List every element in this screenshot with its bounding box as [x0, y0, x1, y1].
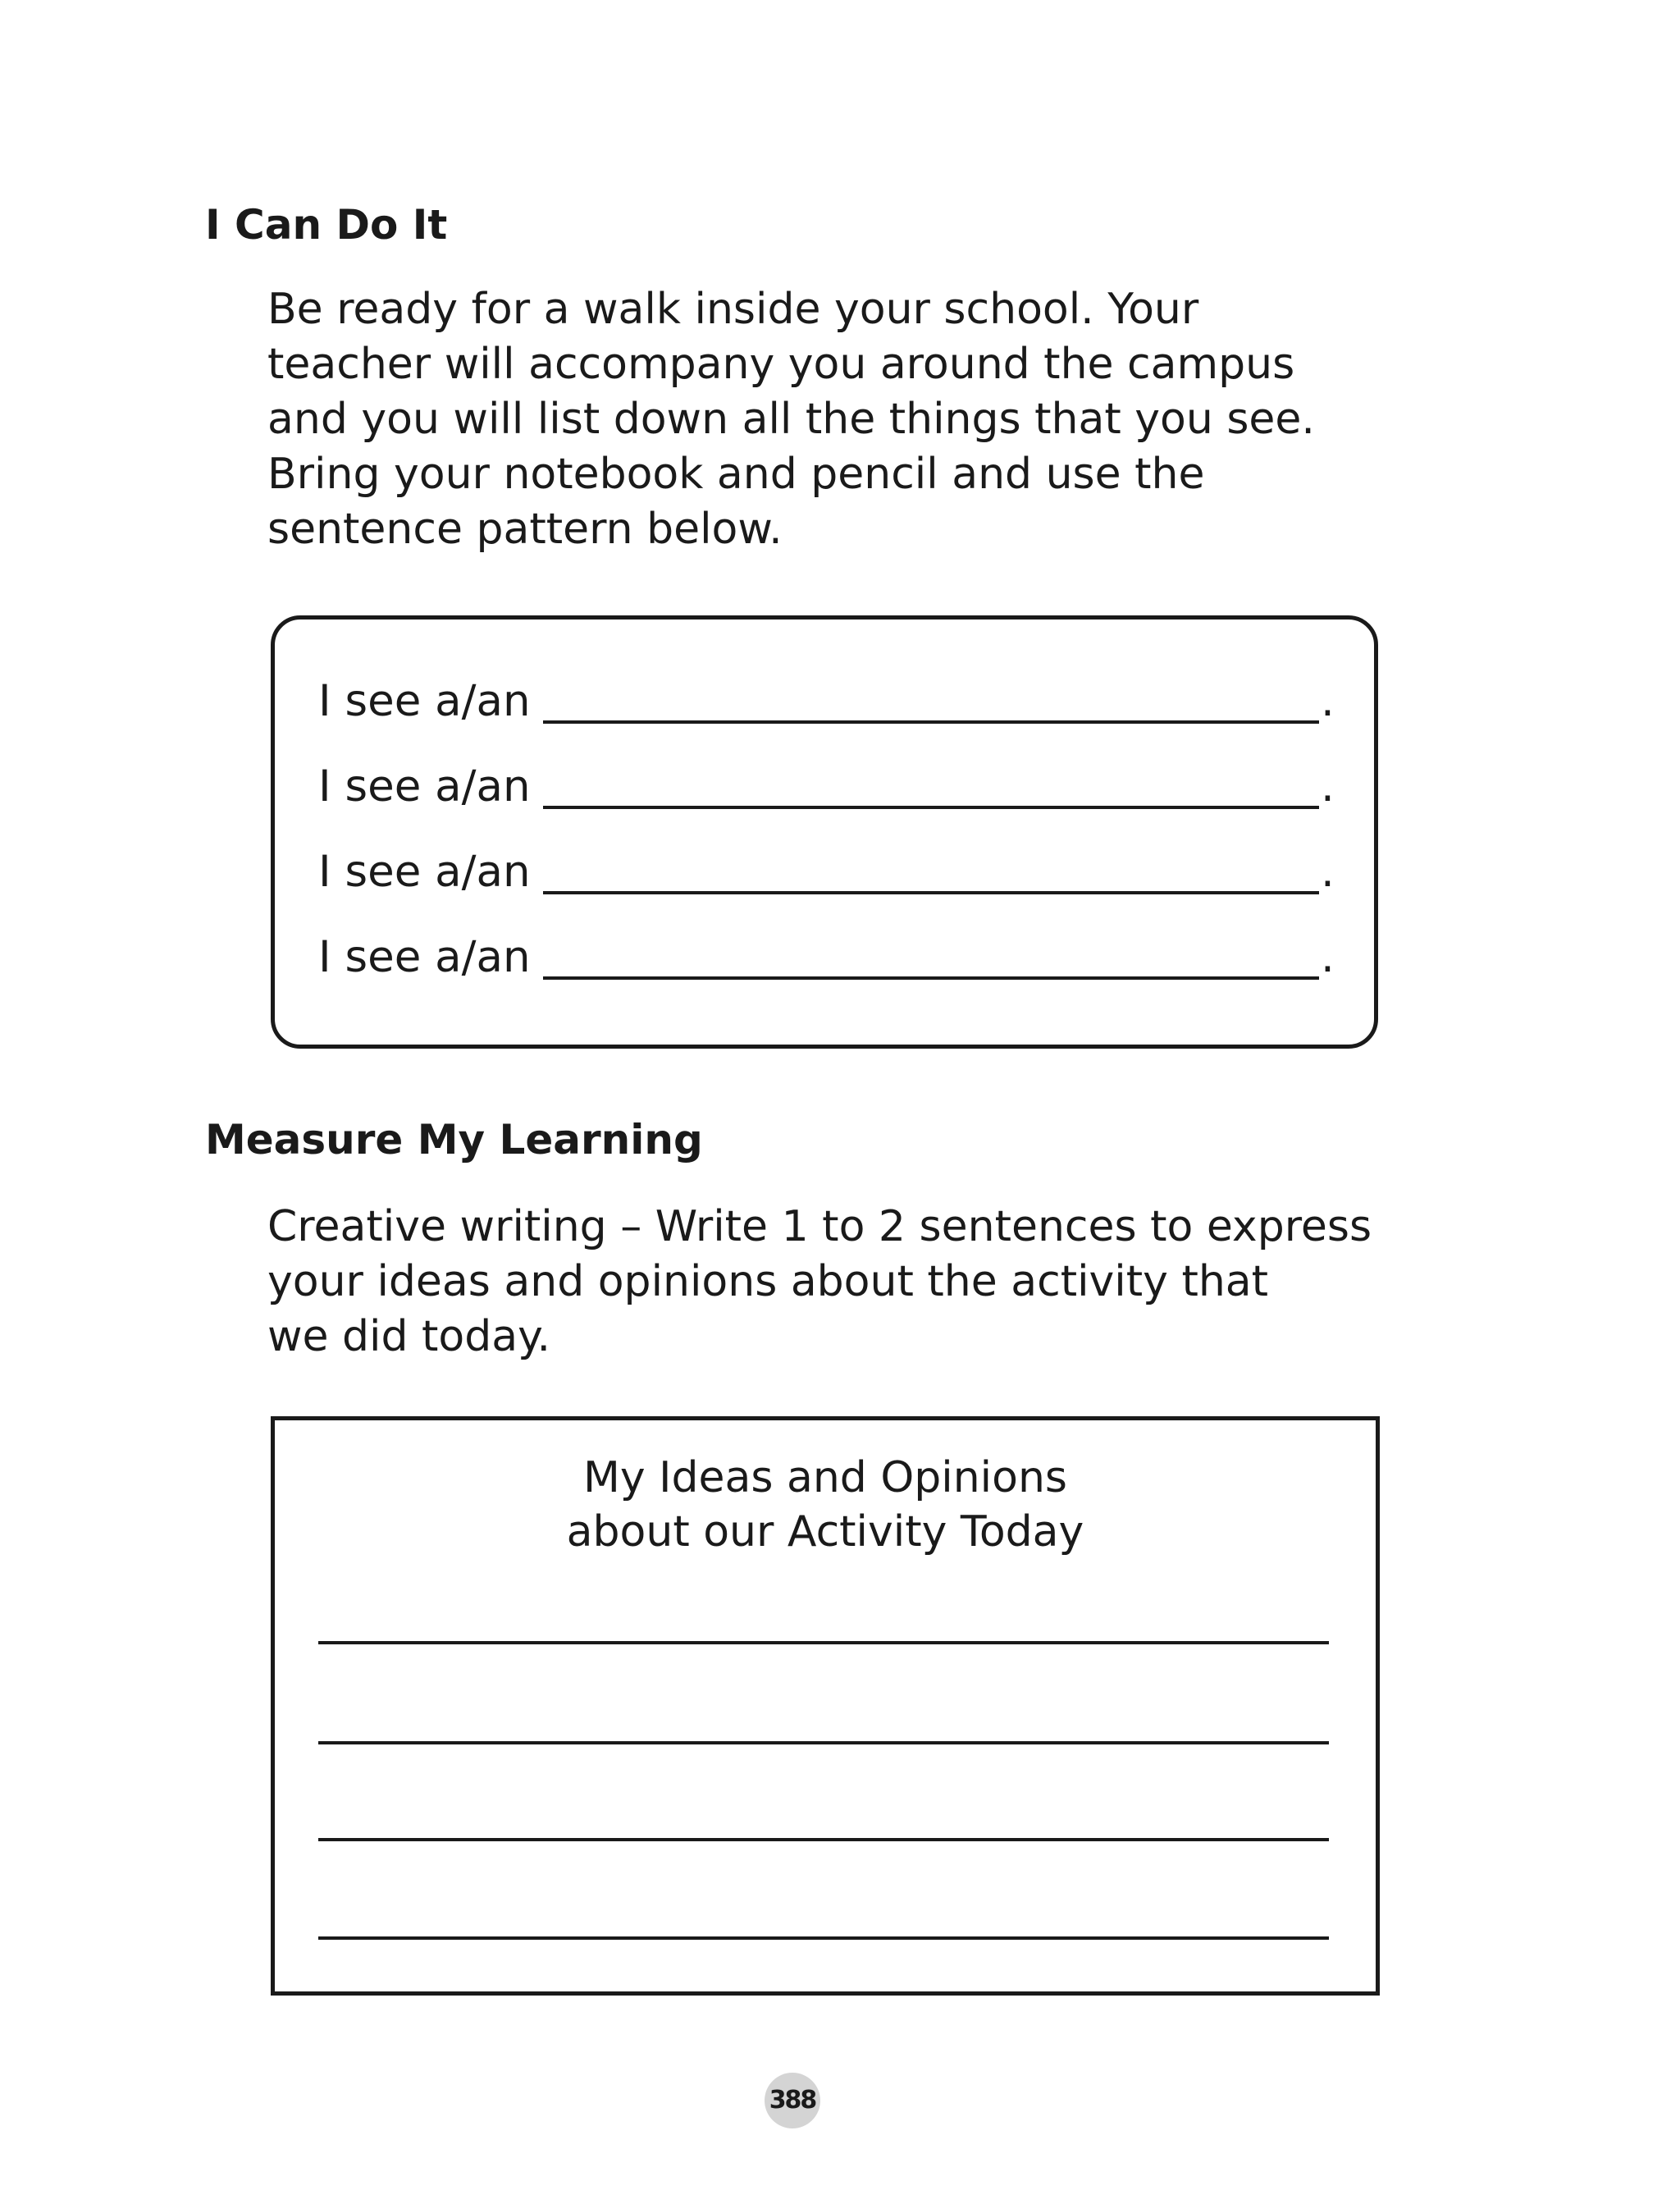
- instruction-line: Be ready for a walk inside your school. Your: [267, 285, 1199, 334]
- sentence-pattern-label: I see a/an: [318, 676, 531, 726]
- instructions-paragraph: [267, 282, 1432, 557]
- writing-line[interactable]: [318, 1838, 1329, 1841]
- section-heading-i-can-do-it: I Can Do It: [205, 201, 448, 249]
- sentence-pattern-label: I see a/an: [318, 932, 531, 982]
- sentence-pattern-label: I see a/an: [318, 847, 531, 897]
- sentence-pattern-row: [318, 758, 1335, 816]
- instruction-line: we did today.: [267, 1312, 551, 1361]
- sentence-period: .: [1321, 847, 1335, 897]
- sentence-period: .: [1321, 932, 1335, 982]
- section-heading-measure-my-learning: Measure My Learning: [205, 1116, 703, 1164]
- writing-line[interactable]: [318, 1641, 1329, 1644]
- instruction-line: sentence pattern below.: [267, 505, 783, 554]
- opinion-box-title-line: My Ideas and Opinions: [582, 1453, 1067, 1502]
- sentence-pattern-row: [318, 673, 1335, 730]
- answer-blank[interactable]: [543, 976, 1319, 980]
- writing-line[interactable]: [318, 1936, 1329, 1940]
- instruction-line: teacher will accompany you around the campus: [267, 340, 1295, 389]
- opinion-box-title-line: about our Activity Today: [566, 1507, 1084, 1557]
- instruction-line: your ideas and opinions about the activity that: [267, 1257, 1269, 1306]
- answer-blank[interactable]: [543, 806, 1319, 809]
- sentence-period: .: [1321, 676, 1335, 726]
- instruction-line: Creative writing – Write 1 to 2 sentences to express: [267, 1202, 1372, 1251]
- instruction-line: and you will list down all the things that you see.: [267, 395, 1315, 444]
- page-number-badge: 388: [765, 2073, 820, 2128]
- instruction-line: Bring your notebook and pencil and use the: [267, 450, 1205, 499]
- instructions-paragraph: [267, 1200, 1432, 1365]
- sentence-pattern-row: [318, 844, 1335, 901]
- sentence-pattern-label: I see a/an: [318, 761, 531, 812]
- sentence-period: .: [1321, 761, 1335, 812]
- writing-line[interactable]: [318, 1741, 1329, 1744]
- opinion-box-title: [271, 1451, 1380, 1559]
- sentence-pattern-row: [318, 929, 1335, 986]
- answer-blank[interactable]: [543, 891, 1319, 894]
- answer-blank[interactable]: [543, 720, 1319, 724]
